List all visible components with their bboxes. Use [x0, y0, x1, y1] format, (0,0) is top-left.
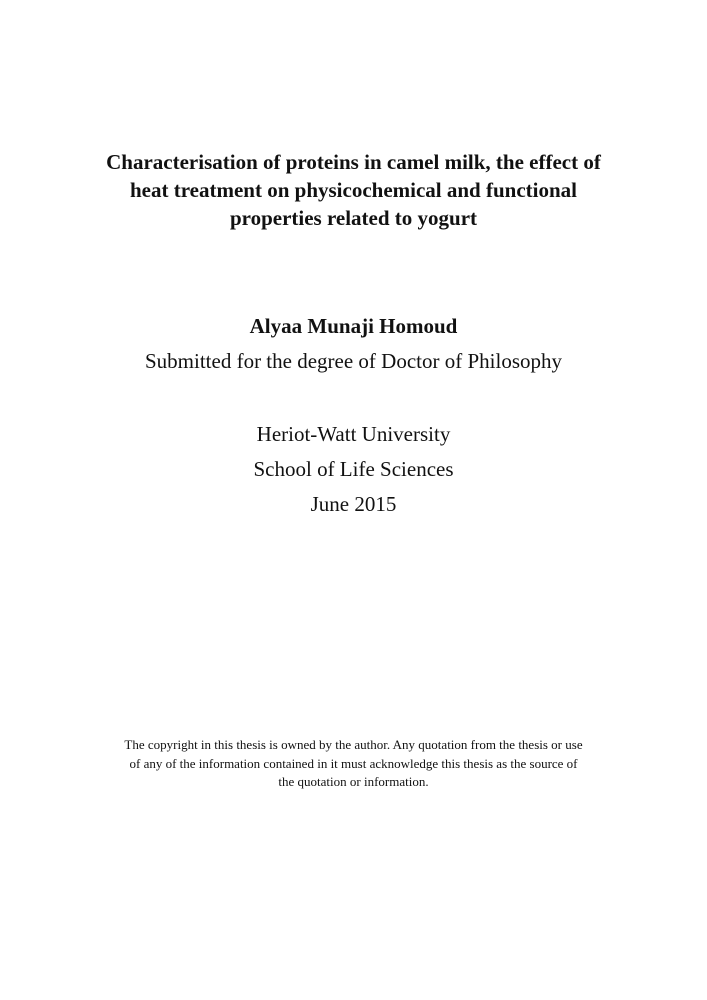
submission-date: June 2015	[310, 492, 397, 516]
school-name: School of Life Sciences	[253, 457, 454, 481]
thesis-title-line: Characterisation of proteins in camel milk, the effect of	[106, 150, 601, 174]
copyright-line: of any of the information contained in it must acknowledge this thesis as the source of	[129, 755, 578, 771]
copyright-notice	[120, 736, 587, 792]
university-name: Heriot-Watt University	[256, 422, 451, 446]
thesis-title-line: heat treatment on physicochemical and functional	[129, 178, 578, 202]
copyright-line: the quotation or information.	[278, 774, 429, 789]
author-name: Alyaa Munaji Homoud	[249, 314, 458, 338]
thesis-title	[100, 148, 607, 232]
institution-block	[0, 420, 707, 525]
copyright-line: The copyright in this thesis is owned by the author. Any quotation from the thesis or use	[124, 737, 583, 752]
degree-statement: Submitted for the degree of Doctor of Philosophy	[144, 349, 562, 373]
thesis-title-line: properties related to yogurt	[229, 206, 478, 230]
